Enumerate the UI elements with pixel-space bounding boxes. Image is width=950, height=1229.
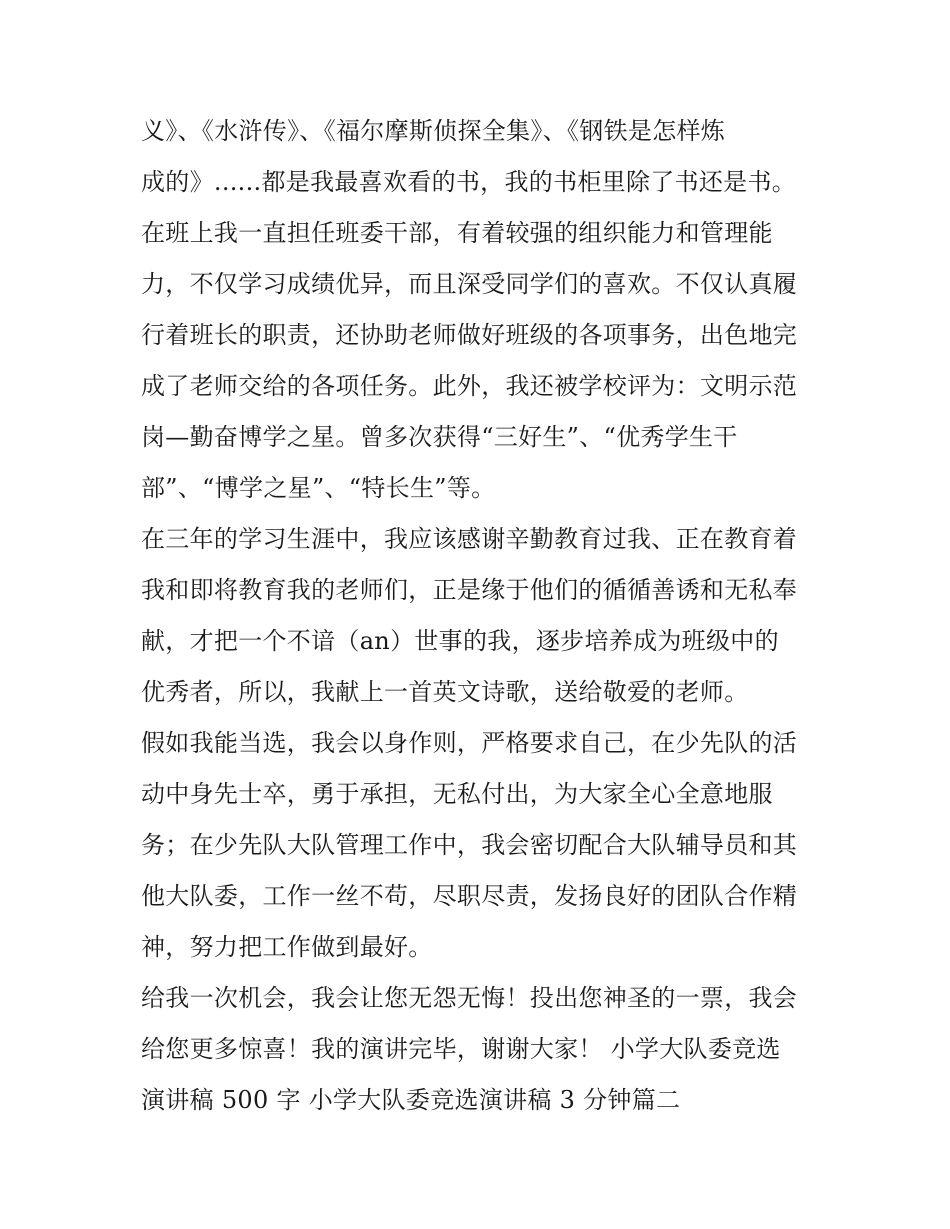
text-line: 给我一次机会，我会让您无怨无悔！投出您神圣的一票，我会 (141, 984, 798, 1012)
text-line: 在班上我一直担任班委干部，有着较强的组织能力和管理能 (141, 219, 773, 247)
text-line: 在三年的学习生涯中，我应该感谢辛勤教育过我、正在教育着 (141, 525, 798, 553)
text-line: 献，才把一个不谙（an）世事的我，逐步培养成为班级中的 (141, 627, 779, 655)
body-text (141, 106, 821, 1126)
text-line: 他大队委，工作一丝不苟，尽职尽责，发扬良好的团队合作精 (141, 882, 798, 910)
text-line: 行着班长的职责，还协助老师做好班级的各项事务，出色地完 (141, 321, 798, 349)
text-line: 成的》......都是我最喜欢看的书，我的书柜里除了书还是书。 (141, 168, 797, 196)
text-line: 岗—勤奋博学之星。曾多次获得“三好生”、“优秀学生干 (141, 423, 738, 451)
text-line: 成了老师交给的各项任务。此外，我还被学校评为：文明示范 (141, 372, 798, 400)
text-line: 义》、《水浒传》、《福尔摩斯侦探全集》、《钢铁是怎样炼 (141, 117, 726, 145)
text-line: 务；在少先队大队管理工作中，我会密切配合大队辅导员和其 (141, 831, 798, 859)
text-line: 给您更多惊喜！我的演讲完毕，谢谢大家！ 小学大队委竞选 (141, 1035, 781, 1063)
text-line: 优秀者，所以，我献上一首英文诗歌，送给敬爱的老师。 (141, 678, 749, 706)
text-line: 演讲稿 500 字 小学大队委竞选演讲稿 3 分钟篇二 (141, 1086, 681, 1114)
text-line: 动中身先士卒，勇于承担，无私付出，为大家全心全意地服 (141, 780, 773, 808)
text-line: 我和即将教育我的老师们，正是缘于他们的循循善诱和无私奉 (141, 576, 798, 604)
text-line: 神，努力把工作做到最好。 (141, 933, 433, 961)
text-line: 假如我能当选，我会以身作则，严格要求自己，在少先队的活 (141, 729, 798, 757)
text-line: 力，不仅学习成绩优异，而且深受同学们的喜欢。不仅认真履 (141, 270, 798, 298)
text-line: 部”、“博学之星”、“特长生”等。 (141, 474, 496, 502)
